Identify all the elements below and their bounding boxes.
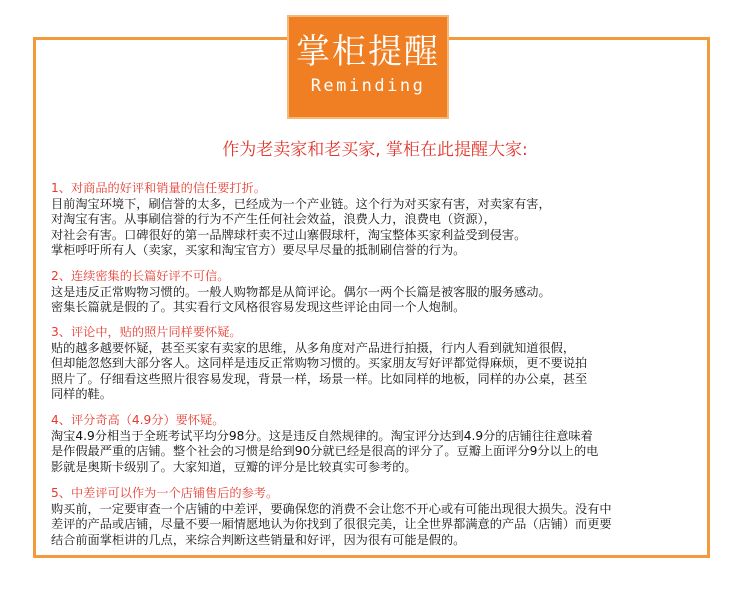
section-heading: 4、评分奇高（4.9分）要怀疑。 — [51, 413, 225, 427]
section-4 — [51, 413, 697, 475]
section-heading: 1、对商品的好评和销量的信任要打折。 — [51, 181, 266, 195]
title-badge — [287, 15, 449, 119]
section-5 — [51, 486, 697, 548]
section-body: 购买前，一定要审查一个店铺的中差评，要确保您的消费不会让您不开心或有可能出现很大损失。没有中 差评的产品或店铺，尽量不要一厢情愿地认为你找到了很很完美，让全世界都满意的产品（店铺）而更要 结合前面掌柜讲的几点，来综合判断这些销量和好评，因为很有可能是假的。 — [51, 501, 612, 547]
section-body: 这是违反正常购物习惯的。一般人购物都是从简评论。偶尔一两个长篇是被客服的服务感动。 密集长篇就是假的了。其实看行文风格很容易发现这些评论由同一个人炮制。 — [51, 284, 551, 315]
headline: 作为老卖家和老买家, 掌柜在此提醒大家: — [222, 140, 528, 160]
badge-subtitle: Reminding — [310, 76, 426, 96]
section-3 — [51, 325, 697, 403]
section-1 — [51, 181, 697, 259]
section-body: 目前淘宝环境下，刷信誉的太多，已经成为一个产业链。这个行为对买家有害，对卖家有害， 对淘宝有害。从事刷信誉的行为不产生任何社会效益，浪费人力，浪费电（资源）， 对社会有害。口碑很好的第一品牌球杆卖不过山寨假球杆，淘宝整体买家利益受到侵害。 掌柜呼吁所有人（卖家，买家和淘宝官方）要尽早尽量的抵制刷信誉的行为。 — [51, 196, 551, 258]
section-heading: 2、连续密集的长篇好评不可信。 — [51, 269, 230, 283]
section-body: 淘宝4.9分相当于全班考试平均分98分。这是违反自然规律的。淘宝评分达到4.9分的店铺往往意味着 是作假最严重的店铺。整个社会的习惯是给到90分就已经是很高的评分了。豆瓣上面评分9分以上的电 影就是奥斯卡级别了。大家知道，豆瓣的评分是比较真实可参考的。 — [51, 428, 599, 474]
section-heading: 3、评论中，贴的照片同样要怀疑。 — [51, 325, 242, 339]
badge-title: 掌柜提醒 — [296, 32, 440, 72]
section-2 — [51, 269, 697, 316]
section-heading: 5、中差评可以作为一个店铺售后的参考。 — [51, 486, 279, 500]
section-body: 贴的越多越要怀疑，甚至买家有卖家的思维，从多角度对产品进行拍摄，行内人看到就知道很假， 但却能忽悠到大部分客人。这同样是违反正常购物习惯的。买家朋友写好评都觉得麻烦，更不要说拍 照片了。仔细看这些照片很容易发现，背景一样，场景一样。比如同样的地板，同样的办公桌，甚至 同样的鞋。 — [51, 340, 588, 402]
